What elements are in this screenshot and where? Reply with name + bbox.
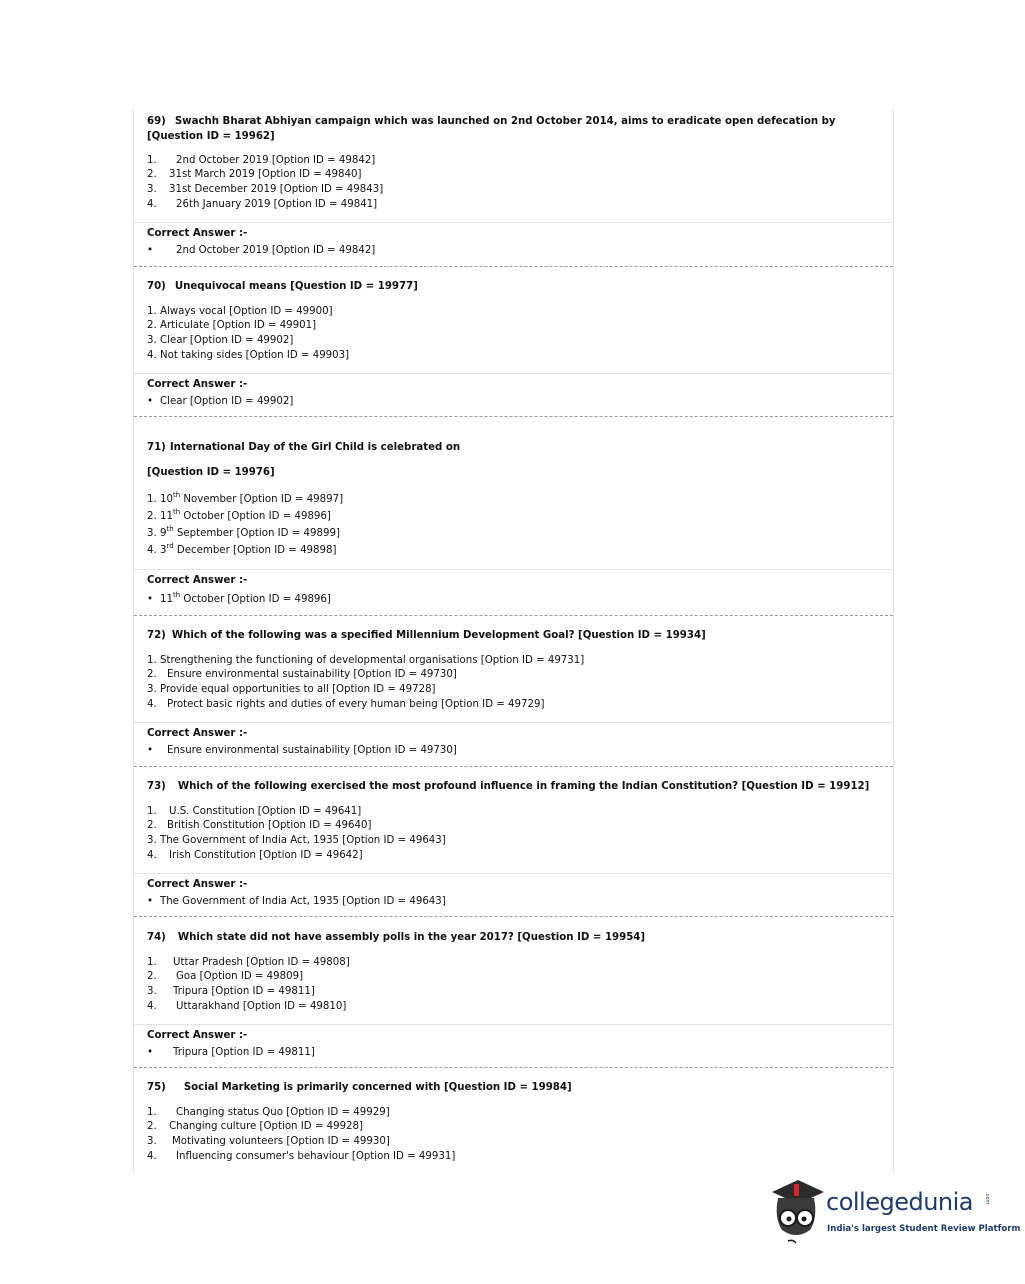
option: 3. Motivating volunteers [Option ID = 49930] (147, 1136, 390, 1147)
option: 2. British Constitution [Option ID = 49640] (147, 820, 372, 831)
question-separator (134, 416, 893, 417)
correct-answer-label: Correct Answer :- (147, 228, 248, 239)
correct-answer-label: Correct Answer :- (147, 379, 248, 390)
question-id: [Question ID = 19976] (147, 467, 275, 478)
option: 3. 9th September [Option ID = 49899] (147, 524, 340, 539)
correct-answer: • Ensure environmental sustainability [Option ID = 49730] (147, 745, 457, 756)
option: 2. Ensure environmental sustainability [Option ID = 49730] (147, 669, 457, 680)
correct-answer-label: Correct Answer :- (147, 728, 248, 739)
correct-answer: • Tripura [Option ID = 49811] (147, 1047, 315, 1058)
option: 3. Tripura [Option ID = 49811] (147, 986, 315, 997)
correct-answer-label: Correct Answer :- (147, 1030, 248, 1041)
option: 1. Uttar Pradesh [Option ID = 49808] (147, 957, 350, 968)
mascot-icon (766, 1178, 826, 1248)
question-text: 74) Which state did not have assembly polls in the year 2017? [Question ID = 19954] (147, 932, 646, 943)
question-paper (133, 110, 894, 1172)
correct-answer: • 11th October [Option ID = 49896] (147, 590, 331, 605)
divider (134, 722, 893, 723)
question-separator (134, 615, 893, 616)
divider (134, 873, 893, 874)
brand-name: collegedunia (826, 1188, 974, 1216)
brand-tld: .com (984, 1192, 990, 1205)
correct-answer: • 2nd October 2019 [Option ID = 49842] (147, 245, 376, 256)
correct-answer: • The Government of India Act, 1935 [Option ID = 49643] (147, 896, 446, 907)
option: 2. Changing culture [Option ID = 49928] (147, 1121, 363, 1132)
question-text: 69) Swachh Bharat Abhiyan campaign which was launched on 2nd October 2014, aims to eradicate open defecation by [Question ID = 19962] (147, 116, 836, 142)
divider (134, 569, 893, 570)
option: 1. 10th November [Option ID = 49897] (147, 490, 344, 505)
correct-answer-label: Correct Answer :- (147, 879, 248, 890)
question-text: 71) International Day of the Girl Child is celebrated on (147, 442, 461, 453)
divider (134, 1024, 893, 1025)
question-separator (134, 1067, 893, 1068)
option: 3. Clear [Option ID = 49902] (147, 335, 294, 346)
option: 2. 31st March 2019 [Option ID = 49840] (147, 169, 362, 180)
option: 2. Articulate [Option ID = 49901] (147, 320, 317, 331)
option: 2. Goa [Option ID = 49809] (147, 971, 304, 982)
option: 3. The Government of India Act, 1935 [Option ID = 49643] (147, 835, 446, 846)
option: 4. Not taking sides [Option ID = 49903] (147, 350, 350, 361)
correct-answer: • Clear [Option ID = 49902] (147, 396, 294, 407)
option: 4. Irish Constitution [Option ID = 49642] (147, 850, 363, 861)
question-separator (134, 916, 893, 917)
option: 4. Uttarakhand [Option ID = 49810] (147, 1001, 347, 1012)
divider (134, 222, 893, 223)
option: 2. 11th October [Option ID = 49896] (147, 507, 331, 522)
divider (134, 373, 893, 374)
option: 3. 31st December 2019 [Option ID = 49843] (147, 184, 384, 195)
option: 1. Changing status Quo [Option ID = 49929] (147, 1107, 390, 1118)
question-text: 70) Unequivocal means [Question ID = 19977] (147, 281, 418, 292)
option: 1. Always vocal [Option ID = 49900] (147, 306, 333, 317)
brand-tagline: India's largest Student Review Platform (827, 1224, 1021, 1234)
option: 4. 26th January 2019 [Option ID = 49841] (147, 199, 378, 210)
collegedunia-logo[interactable] (766, 1178, 1021, 1248)
option: 1. Strengthening the functioning of developmental organisations [Option ID = 49731] (147, 655, 585, 666)
correct-answer-label: Correct Answer :- (147, 575, 248, 586)
option: 1. U.S. Constitution [Option ID = 49641] (147, 806, 362, 817)
question-text: 73) Which of the following exercised the most profound influence in framing the Indian Constitution? [Question ID = 19912] (147, 781, 870, 792)
option: 1. 2nd October 2019 [Option ID = 49842] (147, 155, 376, 166)
option: 3. Provide equal opportunities to all [Option ID = 49728] (147, 684, 436, 695)
question-text: 75) Social Marketing is primarily concerned with [Question ID = 19984] (147, 1082, 572, 1093)
question-separator (134, 766, 893, 767)
option: 4. Protect basic rights and duties of every human being [Option ID = 49729] (147, 699, 545, 710)
option: 4. 3rd December [Option ID = 49898] (147, 541, 337, 556)
question-separator (134, 266, 893, 267)
question-text: 72) Which of the following was a specified Millennium Development Goal? [Question ID = 19934] (147, 630, 706, 641)
option: 4. Influencing consumer's behaviour [Option ID = 49931] (147, 1151, 456, 1162)
